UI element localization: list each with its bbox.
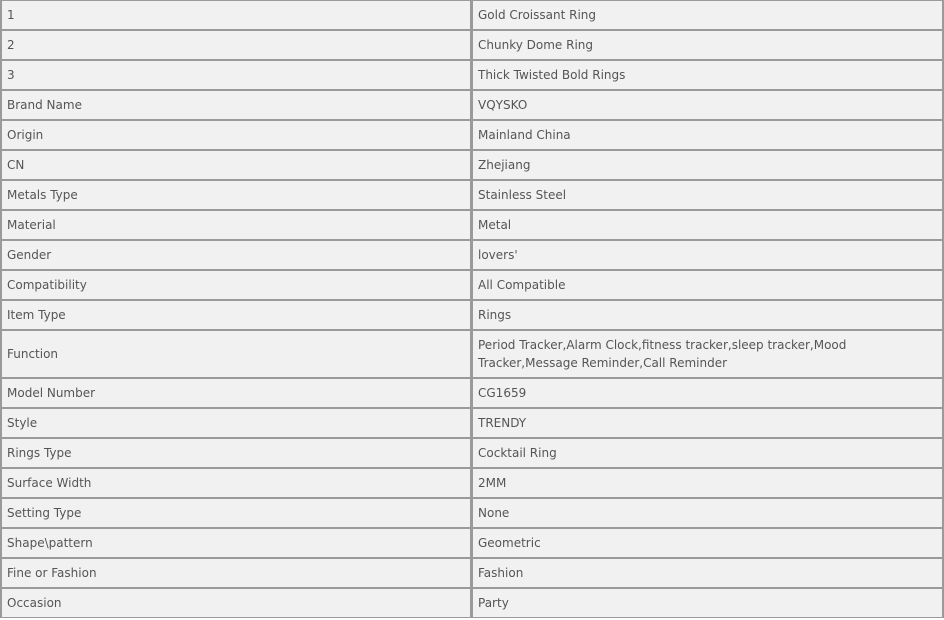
table-row (0, 330, 944, 378)
spec-value: Metal (471, 210, 944, 240)
spec-key: Function (0, 330, 471, 378)
table-row (0, 210, 944, 240)
spec-value: Fashion (471, 558, 944, 588)
spec-key: Metals Type (0, 180, 471, 210)
spec-value: Party (471, 588, 944, 618)
spec-key: Material (0, 210, 471, 240)
spec-value: Mainland China (471, 120, 944, 150)
spec-key: CN (0, 150, 471, 180)
spec-value: VQYSKO (471, 90, 944, 120)
spec-key: Rings Type (0, 438, 471, 468)
table-row (0, 150, 944, 180)
spec-value: TRENDY (471, 408, 944, 438)
table-row (0, 498, 944, 528)
table-row (0, 300, 944, 330)
table-row (0, 588, 944, 618)
spec-key: 1 (0, 0, 471, 30)
spec-key: Surface Width (0, 468, 471, 498)
table-row (0, 90, 944, 120)
spec-key: Origin (0, 120, 471, 150)
spec-value: 2MM (471, 468, 944, 498)
spec-key: 2 (0, 30, 471, 60)
spec-value: Zhejiang (471, 150, 944, 180)
spec-value: Chunky Dome Ring (471, 30, 944, 60)
spec-value: Geometric (471, 528, 944, 558)
table-row (0, 60, 944, 90)
spec-value: None (471, 498, 944, 528)
spec-value: Rings (471, 300, 944, 330)
spec-value: Stainless Steel (471, 180, 944, 210)
table-row (0, 30, 944, 60)
table-row (0, 180, 944, 210)
spec-value: lovers' (471, 240, 944, 270)
table-row (0, 438, 944, 468)
table-row (0, 528, 944, 558)
spec-key: Style (0, 408, 471, 438)
spec-key: Shape\pattern (0, 528, 471, 558)
spec-key: Item Type (0, 300, 471, 330)
table-row (0, 270, 944, 300)
spec-value: Cocktail Ring (471, 438, 944, 468)
table-row (0, 378, 944, 408)
spec-key: Brand Name (0, 90, 471, 120)
spec-value: Thick Twisted Bold Rings (471, 60, 944, 90)
table-row (0, 0, 944, 30)
spec-key: Compatibility (0, 270, 471, 300)
spec-value: All Compatible (471, 270, 944, 300)
table-row (0, 558, 944, 588)
table-row (0, 240, 944, 270)
table-row (0, 120, 944, 150)
spec-key: Gender (0, 240, 471, 270)
spec-value: Gold Croissant Ring (471, 0, 944, 30)
spec-key: 3 (0, 60, 471, 90)
spec-value: Period Tracker,Alarm Clock,fitness tracker,sleep tracker,Mood Tracker,Message Reminder,Call Reminder (471, 330, 944, 378)
spec-key: Occasion (0, 588, 471, 618)
spec-key: Setting Type (0, 498, 471, 528)
spec-key: Fine or Fashion (0, 558, 471, 588)
spec-key: Model Number (0, 378, 471, 408)
spec-value: CG1659 (471, 378, 944, 408)
table-row (0, 408, 944, 438)
table-row (0, 468, 944, 498)
